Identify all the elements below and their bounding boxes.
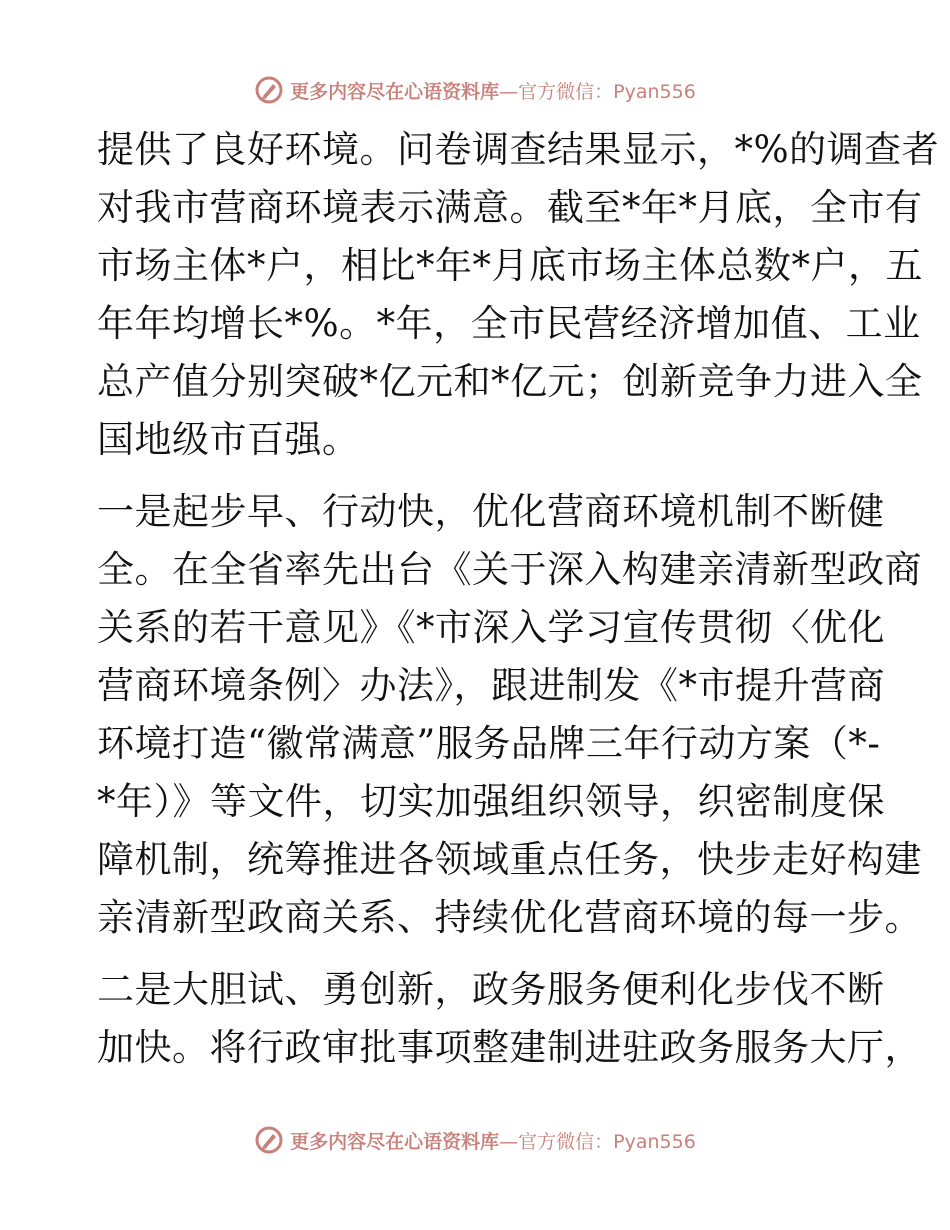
text-line: 提供了良好环境。问卷调查结果显示，*%的调查者 <box>97 128 940 171</box>
paragraph-spacer <box>97 469 857 483</box>
text-line: 总产值分别突破*亿元和*亿元；创新竞争力进入全 <box>97 360 923 403</box>
text-line: 营商环境条例〉办法》，跟进制发《*市提升营商 <box>97 664 885 707</box>
document-body <box>97 121 940 1077</box>
text-line: 市场主体*户，相比*年*月底市场主体总数*户，五 <box>97 244 923 287</box>
text-line: 二是大胆试、勇创新，政务服务便利化步伐不断 <box>97 968 885 1011</box>
footer-banner <box>0 1120 950 1160</box>
text-line: 全。在全省率先出台《关于深入构建亲清新型政商 <box>97 548 922 591</box>
paragraph-2 <box>97 483 922 947</box>
pen-logo-icon <box>254 75 284 105</box>
banner-title: 更多内容尽在心语资料库 <box>290 80 500 103</box>
text-line: 亲清新型政商关系、持续优化营商环境的每一步。 <box>97 896 922 939</box>
text-line: 障机制，统筹推进各领域重点任务，快步走好构建 <box>97 838 922 881</box>
text-line: 关系的若干意见》《*市深入学习宣传贯彻〈优化 <box>97 606 885 649</box>
pen-logo-icon <box>254 1125 284 1155</box>
banner-wechat: —官方微信：Pyan556 <box>499 80 696 103</box>
text-line: 对我市营商环境表示满意。截至*年*月底，全市有 <box>97 186 923 229</box>
text-line: 加快。将行政审批事项整建制进驻政务服务大厅， <box>97 1026 922 1069</box>
banner-title: 更多内容尽在心语资料库 <box>290 1130 500 1153</box>
paragraph-spacer <box>97 947 857 961</box>
paragraph-3 <box>97 961 922 1077</box>
banner-wechat: —官方微信：Pyan556 <box>499 1130 696 1153</box>
text-line: 年年均增长*%。*年，全市民营经济增加值、工业 <box>97 302 921 345</box>
text-line: 一是起步早、行动快，优化营商环境机制不断健 <box>97 490 885 533</box>
text-line: 环境打造“徽常满意”服务品牌三年行动方案（*- <box>97 722 881 765</box>
header-banner <box>0 70 950 110</box>
paragraph-1 <box>97 121 940 469</box>
text-line: 国地级市百强。 <box>97 418 360 461</box>
text-line: *年）》等文件，切实加强组织领导，织密制度保 <box>97 780 885 823</box>
